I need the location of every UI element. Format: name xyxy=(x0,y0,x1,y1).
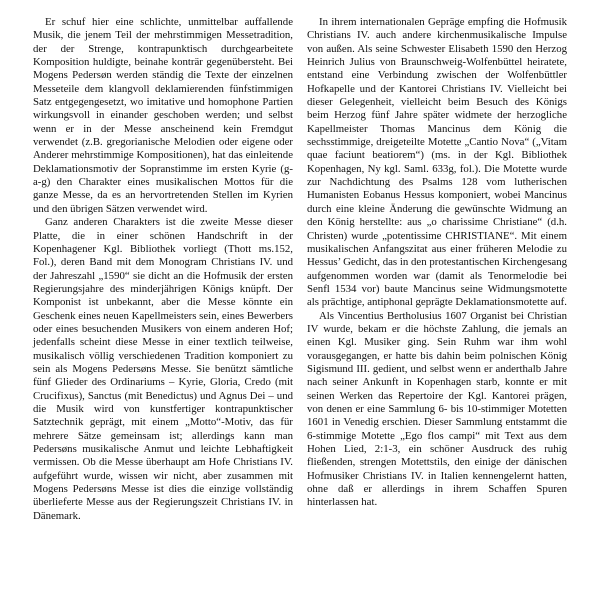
paragraph-mancinus-motet: In ihrem internationalen Gepräge empfing die Hofmusik Christians IV. auch andere kirchenmusikalische Impulse von außen. Als seine Schwester Elisabeth 1590 den Herzog Heinrich Julius von Braunschweig-Wolfenbüttel heiratete, entstand eine Verbindung zwischen der Wolfenbüttler Hofkapelle und der Kantorei Christians IV. Vielleicht bei dieser Gelegenheit, vielleicht beim Besuch des Königs beim Herzog fünf Jahre später widmete der herzogliche Kapellmeister Thomas Mancinus dem König die sechsstimmige, dreigeteilte Motette „Cantio Nova“ („Vitam quae faciunt beatiorem“) (ms. in der Kgl. Bibliothek Kopenhagen, Ny kgl. Saml. 633g, fol.). Die Motette wurde zur Nachdichtung des Psalms 128 vom lutherischen Humanisten Eobanus Hessus komponiert, wobei Mancinus durch eine kleine Änderung die gewünschte Widmung an den König herstellte: aus „o charissime Christiane“ (d.h. Christen) wurde „potentissime CHRISTIANE“. Mit einem musikalischen Anfangszitat aus einer früheren Melodie zu Hessus’ Gedicht, das in den protestantischen Kirchengesang aufgenommen worden war (damit als Tenormelodie bei Senfl 1534 vor) baute Mancinus seine Widmungsmotette als prächtige, antiphonal geprägte Deklamationsmotette auf. xyxy=(307,16,567,309)
paragraph-bertholusius: Als Vincentius Bertholusius 1607 Organist bei Christian IV wurde, bekam er die höchste Zahlung, die jemals an einen Kgl. Musiker ging. Sein Ruhm war ihm wohl vorausgegangen, er hatte bis dahin beim polnischen König Sigismund III. gedient, und selbst wenn er anderthalb Jahre nach seiner Ankunft in Kopenhagen starb, konnte er mit seinen Werken das Repertoire der Kgl. Kantorei prägen, von denen er eine Sammlung 6- bis 10-stimmiger Motetten 1601 in Venedig erschien. Dieser Sammlung entstammt die 6-stimmige Motette „Ego flos campi“ mit Text aus dem Hohen Lied, 2:1-3, ein schöner Ausdruck des ruhig fließenden, strengen Motettstils, den einige der dänischen Hofmusiker Christians IV. in Italien kennengelernt hatten, ohne daß er allerdings in ihrem Schaffen Spuren hinterlassen hat. xyxy=(307,309,567,509)
left-column xyxy=(33,16,293,523)
paragraph-mogens-pedersoen-mass: Er schuf hier eine schlichte, unmittelbar auffallende Musik, die jenem Teil der mehrstimmigen Messetradition, der der Strenge, kontrapunktisch durchgearbeitete Komposition huldigte, beinahe konträr gegenübersteht. Bei Mogens Pedersøn werden ständig die Texte der einzelnen Messeteile dem klangvoll deklamierenden fünfstimmigen Satz entgegengesetzt, wo imitative und homophone Partien wirkungsvoll in einander geschoben werden; und selbst wenn er in der Messe anscheinend kein Fremdgut verwendet (z.B. gregorianische Melodien oder eigene oder Anderer mehrstimmige Kompositionen), hat das einleitende Deklamationsmotiv der Sopranstimme im ersten Kyrie (g-a-g) den Charakter eines musikalischen Mottos für die ganze Messe, da es an hervortretenden Stellen im Kyrien und den übrigen Sätzen verwendet wird. xyxy=(33,16,293,215)
paragraph-second-mass: Ganz anderen Charakters ist die zweite Messe dieser Platte, die in einer schönen Handschrift in der Kopenhagener Kgl. Bibliothek vorliegt (Thott ms.152, Fol.), deren Band mit dem Monogram Christians IV. und der Jahreszahl „1590“ sie dicht an die Hofmusik der ersten Regierungsjahre des minderjährigen Königs knüpft. Der Komponist ist unbekannt, aber die Messe könnte ein Geschenk eines neuen Kapellmeisters sein, eines Bewerbers oder eines besuchenden Musikers von einem anderen Hof; jedenfalls scheint diese Messe in einer textlich teilweise, musikalisch völlig verschiedenen Tradition komponiert zu sein als Mogens Pedersøns Messe. Sie benützt sämtliche fünf Glieder des Ordinariums – Kyrie, Gloria, Credo (mit Crucifixus), Sanctus (mit Benedictus) und Agnus Dei – und die Musik wird von kunstfertiger kontrapunktischer Satztechnik geprägt, mit einem „Motto“-Motiv, das für mehrere Sätze gemeinsam ist; allerdings kann man Pedersøns musikalische Anmut und leichte Lebhaftigkeit vermissen. Ob die Messe überhaupt am Hofe Christians IV. aufgeführt wurde, wissen wir nicht, aber zusammen mit Mogens Pedersøns Messe ist dies die einzige vollständig überlieferte Messe aus der Regierungszeit Christians IV. in Dänemark. xyxy=(33,216,293,522)
right-column xyxy=(307,16,567,510)
